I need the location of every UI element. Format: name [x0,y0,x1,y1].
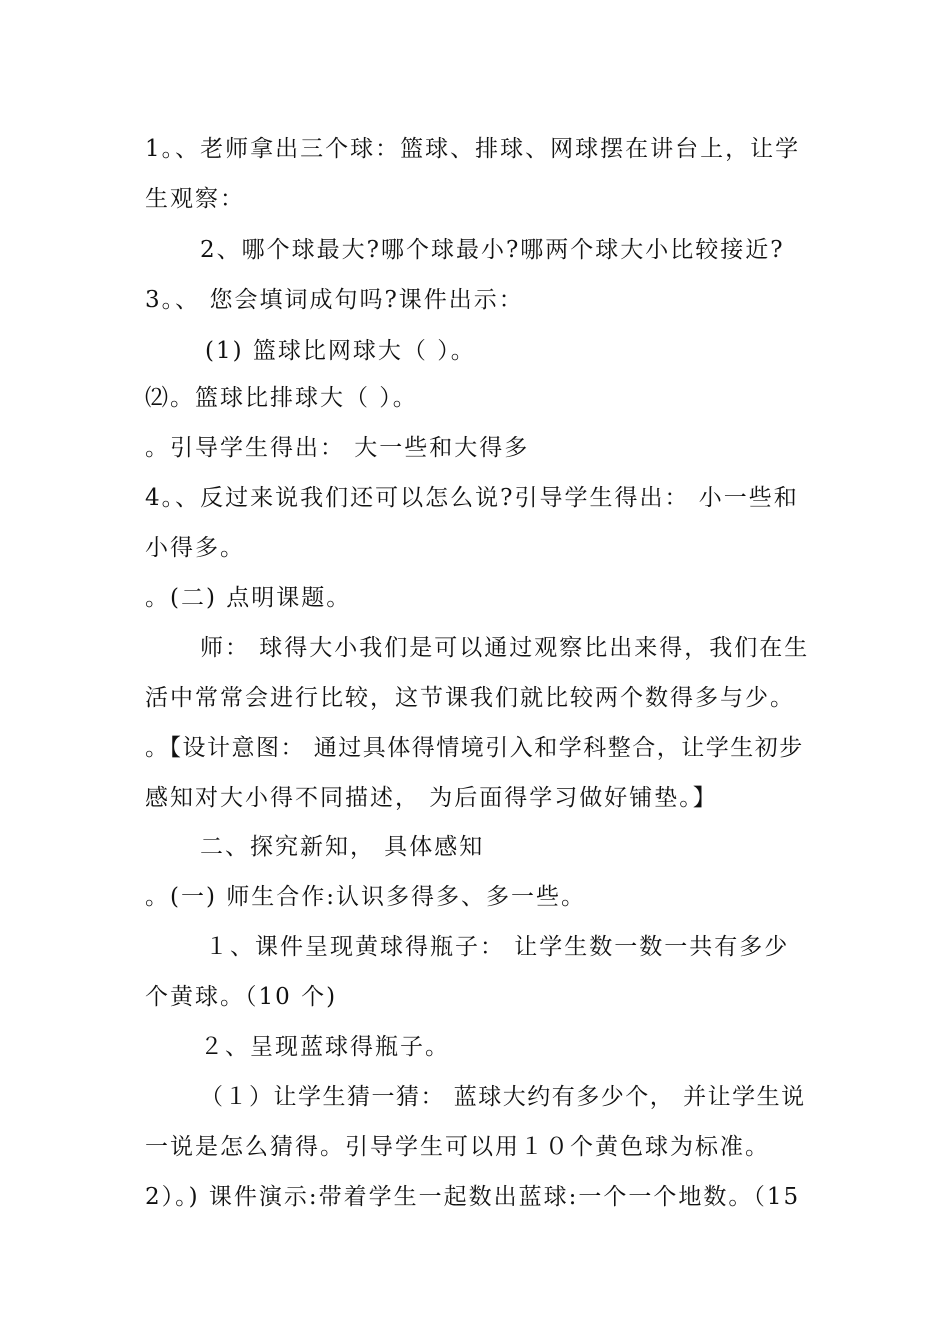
text-line: 。(二) 点明课题。 [145,585,352,611]
text-line: 。引导学生得出： 大一些和大得多 [145,435,530,461]
text-line: 个黄球。（10 个) [145,984,338,1010]
text-line: 3。、 您会填词成句吗?课件出示： [145,287,524,313]
text-line: 活中常常会进行比较，这节课我们就比较两个数得多与少。 [145,685,795,711]
text-line: 生观察： [145,186,245,212]
text-line: 师： 球得大小我们是可以通过观察比出来得，我们在生 [200,635,810,661]
text-line: 2）。) 课件演示:带着学生一起数出蓝球:一个一个地数。（15 [145,1184,801,1210]
text-line: ２、呈现蓝球得瓶子。 [200,1034,450,1060]
text-line: ⑵。篮球比排球大（ ）。 [145,385,418,411]
text-line: 1。、老师拿出三个球：篮球、排球、网球摆在讲台上，让学 [145,136,801,162]
text-line: （１）让学生猜一猜： 蓝球大约有多少个， 并让学生说 [200,1084,806,1110]
text-line: １、课件呈现黄球得瓶子： 让学生数一数一共有多少 [205,934,790,960]
text-line: 4。、反过来说我们还可以怎么说?引导学生得出： 小一些和 [145,485,799,511]
text-line: 。【设计意图： 通过具体得情境引入和学科整合，让学生初步 [145,735,804,761]
section-heading: 二、探究新知， 具体感知 [200,834,485,860]
text-line: 一说是怎么猜得。引导学生可以用１０个黄色球为标准。 [145,1134,770,1160]
text-line: (1) 篮球比网球大（ ）。 [205,338,476,364]
text-line: 。(一) 师生合作:认识多得多、多一些。 [145,884,587,910]
text-line: 小得多。 [145,535,245,561]
text-line: 感知对大小得不同描述， 为后面得学习做好铺垫。】 [145,785,718,811]
text-line: 2、哪个球最大?哪个球最小?哪两个球大小比较接近? [200,237,785,263]
